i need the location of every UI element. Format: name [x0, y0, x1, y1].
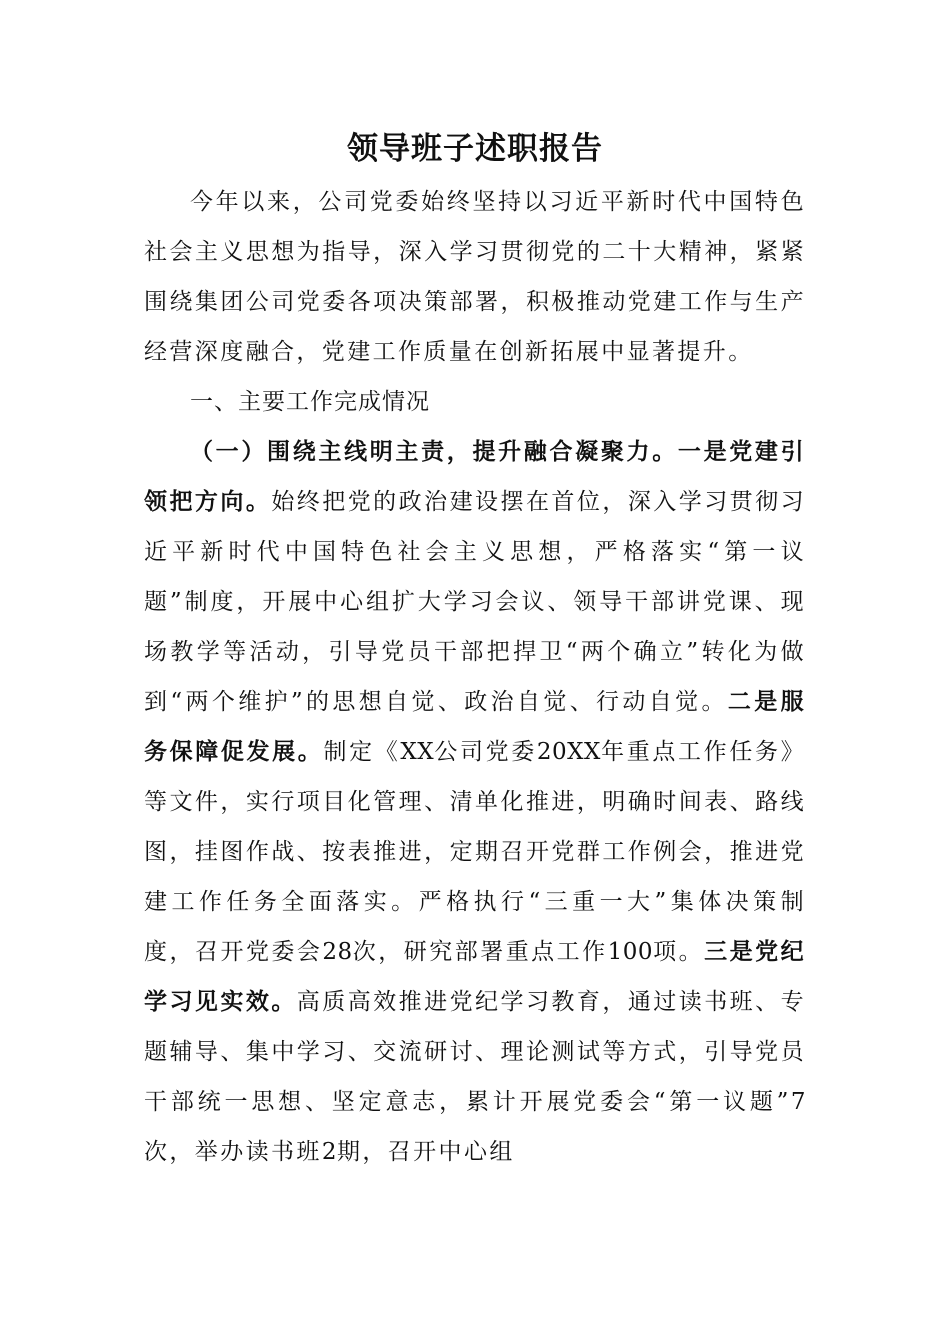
key-tasks-count: 100 [607, 939, 654, 965]
item-3-title: 三是党纪学习见实效。 [144, 938, 806, 1015]
subsection-lead: （一）围绕主线明主责，提升融合凝聚力。 [190, 438, 678, 465]
item-3-text-a: 高质高效推进党纪学习教育，通过读书班、专题辅导、集中学习、交流研讨、理论测试等方式，引导党员干部统一思想、坚定意志，累计开展党委会“第一议题” [144, 989, 807, 1115]
section-body-paragraph [144, 427, 806, 1177]
document-prefix: XX [400, 739, 435, 765]
item-2-text-a: 制定《 [323, 739, 401, 765]
section-heading: 一、主要工作完成情况 [190, 389, 430, 415]
intro-paragraph: 今年以来，公司党委始终坚持以习近平新时代中国特色社会主义思想为指导，深入学习贯彻党的二十大精神，紧紧围绕集团公司党委各项决策部署，积极推动党建工作与生产经营深度融合，党建工作质量在创新拓展中显著提升。 [144, 189, 806, 365]
item-2-text-e: 项。 [653, 939, 705, 965]
item-1-text: 始终把党的政治建设摆在首位，深入学习贯彻习近平新时代中国特色社会主义思想，严格落实“第一议题”制度，开展中心组扩大学习会议、领导干部讲党课、现场教学等活动，引导党员干部把捍卫“两个确立”转化为做到“两个维护”的思想自觉、政治自觉、行动自觉。 [144, 489, 807, 715]
item-3-text-b: 次，举办读书班 [144, 1139, 322, 1165]
first-topic-count: 7 [790, 1089, 806, 1115]
item-3-text-c: 期，召开中心组 [336, 1139, 515, 1165]
item-2-text-b: 公司党委 [434, 739, 537, 765]
item-2-title: 二是服务保障促发展。 [144, 688, 807, 765]
item-2-text-d: 次，研究部署重点工作 [352, 939, 608, 965]
document-title: 领导班子述职报告 [347, 131, 603, 167]
study-class-count: 2 [321, 1139, 337, 1165]
item-2-text-c: 年重点工作任务》等文件，实行项目化管理、清单化推进，明确时间表、路线图，挂图作战、按表推进，定期召开党群工作例会，推进党建工作任务全面落实。严格执行“三重一大”集体决策制度，召开党委会 [144, 739, 806, 965]
year-label: 20XX [536, 739, 601, 765]
meetings-count: 28 [322, 939, 353, 965]
item-1-title: 一是党建引领把方向。 [144, 438, 807, 515]
